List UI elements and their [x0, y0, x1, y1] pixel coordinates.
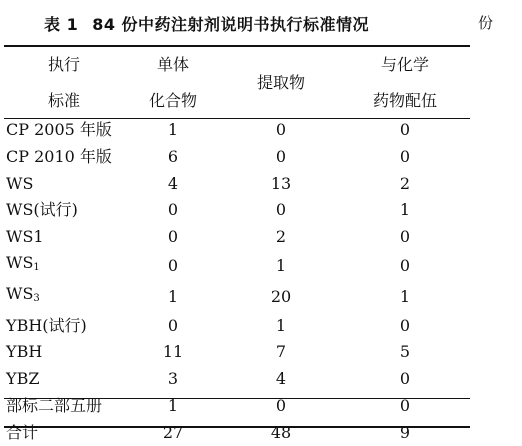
- table-row: [4, 170, 470, 197]
- row-extract: 1: [275, 315, 287, 335]
- row-monomer: 1: [167, 120, 179, 140]
- row-standard: WS: [6, 173, 34, 193]
- table-row: [4, 250, 470, 281]
- header-combination-line1: 与化学: [380, 54, 429, 74]
- header-extract: 提取物: [256, 72, 305, 92]
- standard-subscript: 1: [33, 262, 40, 274]
- table-title: 84 份中药注射剂说明书执行标准情况: [92, 15, 370, 34]
- table-unit: 份: [478, 14, 494, 32]
- row-combination: 0: [399, 395, 411, 415]
- row-extract: 0: [275, 120, 287, 140]
- row-extract: 13: [270, 173, 292, 193]
- table-row: [4, 224, 470, 251]
- row-standard: [4, 250, 124, 281]
- row-standard: YBZ: [6, 369, 40, 389]
- row-monomer: 3: [167, 369, 179, 389]
- table-row: [4, 281, 470, 312]
- row-standard: YBH(试行): [6, 315, 87, 335]
- table-number: 表 1: [44, 15, 79, 34]
- row-extract: 20: [270, 286, 292, 306]
- header-monomer-line2: 化合物: [148, 90, 197, 110]
- row-combination: 2: [399, 173, 411, 193]
- table-row: [4, 117, 470, 144]
- table-row: [4, 339, 470, 366]
- row-standard: WS(试行): [6, 200, 78, 220]
- total-label: 合计: [6, 422, 39, 442]
- header-row-1: [4, 45, 470, 81]
- row-monomer: 4: [167, 173, 179, 193]
- row-standard: [4, 281, 124, 312]
- row-standard: YBH: [6, 342, 43, 362]
- table-row: [4, 366, 470, 393]
- row-monomer: 0: [167, 227, 179, 247]
- row-standard: 部标二部五册: [6, 395, 103, 415]
- table-row: [4, 144, 470, 171]
- standards-table: [4, 45, 470, 446]
- table-body: [4, 117, 470, 446]
- caption-title: [44, 12, 369, 35]
- row-combination: 1: [399, 286, 411, 306]
- row-combination: 5: [399, 342, 411, 362]
- row-standard: CP 2010 年版: [6, 147, 112, 167]
- header-standard-line2: 标准: [47, 90, 80, 110]
- row-combination: 0: [399, 147, 411, 167]
- standard-subscript: 3: [33, 293, 40, 305]
- header-combination-line2: 药物配伍: [372, 90, 437, 110]
- standard-base: WS: [6, 284, 34, 304]
- row-extract: 0: [275, 147, 287, 167]
- row-combination: 0: [399, 227, 411, 247]
- total-row: [4, 419, 470, 446]
- header-monomer-line1: 单体: [156, 54, 189, 74]
- standard-base: WS: [6, 253, 34, 273]
- total-monomer: 27: [162, 422, 184, 442]
- table-row: [4, 197, 470, 224]
- row-extract: 2: [275, 227, 287, 247]
- row-extract: 0: [275, 395, 287, 415]
- header-standard-line1: 执行: [47, 54, 80, 74]
- total-combination: 9: [399, 422, 411, 442]
- row-monomer: 0: [167, 255, 179, 275]
- row-monomer: 1: [167, 286, 179, 306]
- row-combination: 1: [399, 200, 411, 220]
- table-row: [4, 393, 470, 420]
- row-extract: 1: [275, 255, 287, 275]
- table-caption: [0, 12, 522, 36]
- row-standard: CP 2005 年版: [6, 120, 112, 140]
- total-extract: 48: [270, 422, 292, 442]
- row-extract: 4: [275, 369, 287, 389]
- table-row: [4, 312, 470, 339]
- row-monomer: 11: [162, 342, 184, 362]
- row-combination: 0: [399, 255, 411, 275]
- row-monomer: 0: [167, 315, 179, 335]
- row-extract: 7: [275, 342, 287, 362]
- row-monomer: 0: [167, 200, 179, 220]
- row-monomer: 1: [167, 395, 179, 415]
- row-combination: 0: [399, 315, 411, 335]
- row-combination: 0: [399, 120, 411, 140]
- row-monomer: 6: [167, 147, 179, 167]
- row-combination: 0: [399, 369, 411, 389]
- row-extract: 0: [275, 200, 287, 220]
- row-standard: WS1: [6, 227, 44, 247]
